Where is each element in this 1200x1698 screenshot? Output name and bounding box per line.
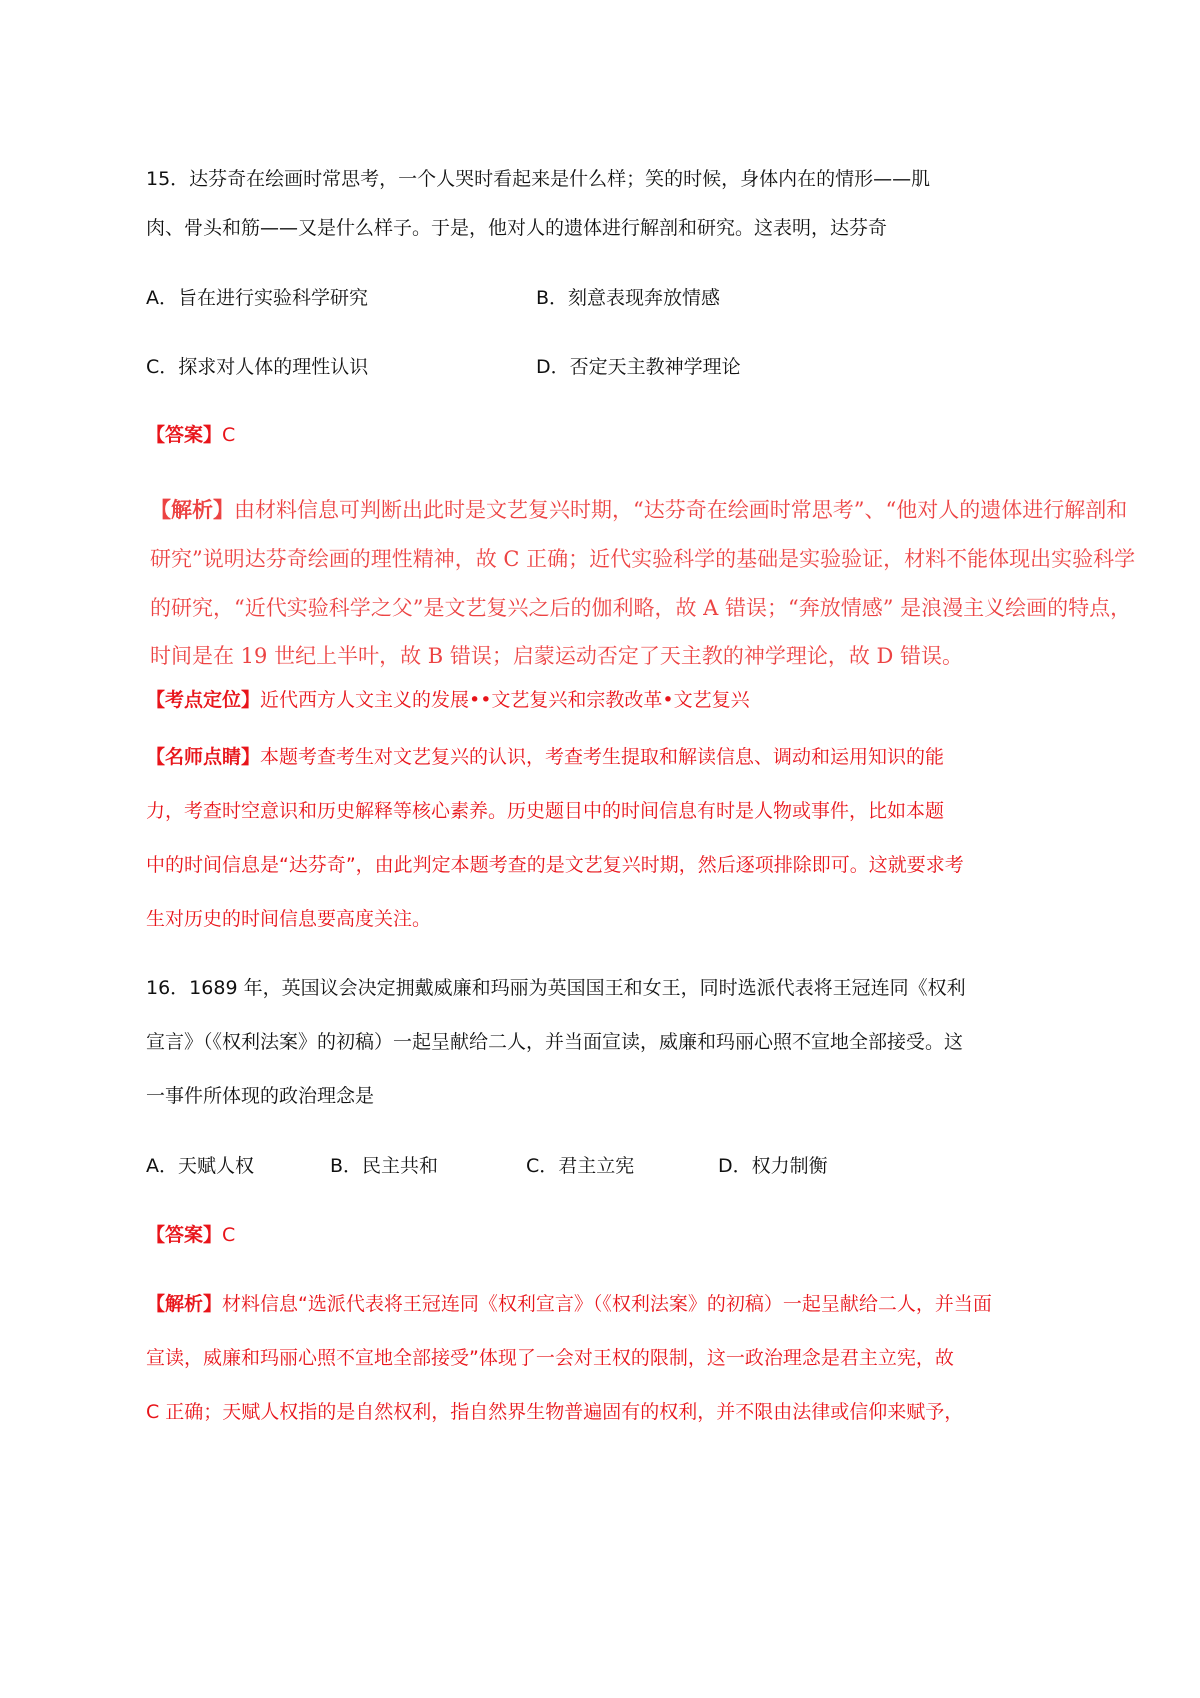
q15-analysis-line-3: 的研究，“近代实验科学之父”是文艺复兴之后的伽利略，故 A 错误；“奔放情感” 是浪漫主义绘画的特点， <box>150 596 1132 620</box>
q15-mingshi-line-1: 【名师点睛】本题考查考生对文艺复兴的认识，考查考生提取和解读信息、调动和运用知识的能 <box>146 746 945 768</box>
answer-value: C <box>222 1224 236 1246</box>
q16-analysis-line-1: 【解析】材料信息“选派代表将王冠连同《权利宣言》（《权利法案》的初稿）一起呈献给二人，并当面 <box>146 1293 992 1315</box>
mingshi-tag: 【名师点睛】 <box>146 746 261 768</box>
q15-option-d: D．否定天主教神学理论 <box>536 356 741 378</box>
kaodian-tag: 【考点定位】 <box>146 689 261 711</box>
q15-kaodian <box>146 686 750 714</box>
q15-stem-line-2: 肉、骨头和筋——又是什么样子。于是，他对人的遗体进行解剖和研究。这表明，达芬奇 <box>146 217 888 239</box>
q15-mingshi-line-2: 力，考查时空意识和历史解释等核心素养。历史题目中的时间信息有时是人物或事件，比如本题 <box>146 800 945 822</box>
q15-analysis-line-1: 【解析】由材料信息可判断出此时是文艺复兴时期，“达芬奇在绘画时常思考”、“他对人的遗体进行解剖和 <box>150 497 1128 522</box>
q15-analysis-line-2: 研究”说明达芬奇绘画的理性精神，故 C 正确；近代实验科学的基础是实验验证，材料不能体现出实验科学 <box>150 547 1136 571</box>
answer-tag: 【答案】 <box>146 424 223 446</box>
q15-stem-line-1: 15．达芬奇在绘画时常思考，一个人哭时看起来是什么样；笑的时候，身体内在的情形——肌 <box>146 168 931 190</box>
q16-analysis-line-3: C 正确；天赋人权指的是自然权利，指自然界生物普遍固有的权利，并不限由法律或信仰来赋予， <box>146 1401 964 1423</box>
answer-value: C <box>222 424 236 446</box>
q16-option-c: C．君主立宪 <box>526 1155 635 1177</box>
q15-option-b: B．刻意表现奔放情感 <box>536 287 721 309</box>
q16-option-b: B．民主共和 <box>330 1155 439 1177</box>
answer-tag: 【答案】 <box>146 1224 223 1246</box>
q16-answer <box>146 1221 235 1249</box>
analysis-tag: 【解析】 <box>146 1293 223 1315</box>
kaodian-text: 近代西方人文主义的发展••文艺复兴和宗教改革•文艺复兴 <box>260 689 750 711</box>
q15-option-a: A．旨在进行实验科学研究 <box>146 287 368 309</box>
q15-mingshi-line-3: 中的时间信息是“达芬奇”，由此判定本题考查的是文艺复兴时期，然后逐项排除即可。这就要求考 <box>146 854 964 876</box>
q16-option-d: D．权力制衡 <box>718 1155 828 1177</box>
q16-stem-line-3: 一事件所体现的政治理念是 <box>146 1085 375 1107</box>
q15-option-c: C．探求对人体的理性认识 <box>146 356 369 378</box>
q15-analysis-line-4: 时间是在 19 世纪上半叶，故 B 错误；启蒙运动否定了天主教的神学理论，故 D 错误。 <box>150 644 964 668</box>
q16-stem-line-2: 宣言》（《权利法案》的初稿）一起呈献给二人，并当面宣读，威廉和玛丽心照不宣地全部接受。这 <box>146 1031 964 1053</box>
q16-stem-line-1: 16．1689 年，英国议会决定拥戴威廉和玛丽为英国国王和女王，同时选派代表将王冠连同《权利 <box>146 977 966 999</box>
q15-mingshi-line-4: 生对历史的时间信息要高度关注。 <box>146 908 432 930</box>
q15-answer <box>146 421 235 449</box>
q16-analysis-line-2: 宣读，威廉和玛丽心照不宣地全部接受”体现了一会对王权的限制，这一政治理念是君主立宪，故 <box>146 1347 954 1369</box>
q16-option-a: A．天赋人权 <box>146 1155 254 1177</box>
analysis-tag: 【解析】 <box>150 497 234 522</box>
